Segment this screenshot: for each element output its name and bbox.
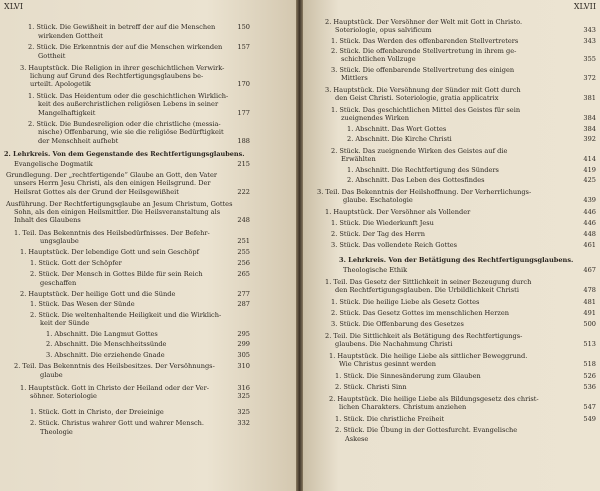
toc-entry: 1. Teil. Das Bekenntnis des Heilsbedürfnisses. Der Befehr- — [14, 229, 210, 237]
toc-entry: 2. Abschnitt. Das Leben des Gottesfindes — [347, 176, 485, 184]
toc-entry: geschaffen — [40, 279, 77, 287]
page-number: 299 — [237, 340, 250, 348]
toc-entry: 1. Stück. Das geschichtlichen Mittel des Geistes für sein — [331, 106, 521, 114]
toc-entry: 1. Hauptstück. Die heilige Liebe als sittlicher Beweggrund. — [329, 352, 528, 360]
toc-entry: 1. Abschnitt. Die Langmut Gottes — [46, 330, 158, 338]
page-number: 325 — [237, 408, 250, 416]
page-number: 384 — [583, 125, 596, 133]
toc-entry: 2. Abschnitt. Die Menschheitssünde — [46, 340, 167, 348]
toc-entry: 1. Stück. Die Sinnesänderung zum Glauben — [335, 372, 481, 380]
toc-entry: 2. Stück. Der Mensch in Gottes Bilde für sein Reich — [30, 270, 203, 278]
toc-entry: 2. Stück. Der Tag des Herrn — [331, 230, 426, 238]
toc-entry: keit des außerchristlichen religiösen Lebens in seiner — [38, 100, 219, 108]
toc-entry: 2. Stück. Das Gesetz Gottes im menschlichen Herzen — [331, 309, 509, 317]
page-number: 295 — [237, 330, 250, 338]
toc-entry: keit der Sünde — [40, 319, 90, 327]
toc-entry: 1. Abschnitt. Die Rechtfertigung des Sünders — [347, 166, 499, 174]
toc-entry: 1. Teil. Das Gesetz der Sittlichkeit in seiner Bezeugung durch — [325, 278, 532, 286]
page-number: 392 — [583, 135, 596, 143]
toc-entry: 1. Stück. Gott der Schöpfer — [30, 259, 122, 267]
page-number: 343 — [583, 37, 596, 45]
toc-entry: wirkenden Gottheit — [38, 32, 103, 40]
toc-entry: glaube — [40, 371, 63, 379]
page-number: 325 — [237, 392, 250, 400]
page-number: 343 — [583, 26, 596, 34]
toc-entry: 2. Stück. Die Bundesreligion oder die christliche (messia- — [28, 120, 221, 128]
page-number: 157 — [237, 43, 250, 51]
left-page-label: XLVI — [4, 2, 23, 11]
page-number: 332 — [237, 419, 250, 427]
toc-entry: 1. Hauptstück. Der Versöhner als Vollender — [325, 208, 471, 216]
toc-entry: glaube. Eschatologie — [343, 196, 413, 204]
page-number: 478 — [583, 286, 596, 294]
page-number: 372 — [583, 74, 596, 82]
page-number: 491 — [583, 309, 596, 317]
toc-entry: Gottheit — [38, 52, 66, 60]
page-number: 439 — [583, 196, 596, 204]
toc-entry: söhner. Soteriologie — [30, 392, 97, 400]
toc-entry: 1. Stück. Das Wesen der Sünde — [30, 300, 135, 308]
toc-entry: 1. Hauptstück. Gott in Christo der Heiland oder der Ver- — [20, 384, 209, 392]
page-number: 419 — [583, 166, 596, 174]
toc-entry: 2. Stück. Die offenbarende Stellvertretung in ihrem ge- — [331, 47, 517, 55]
toc-entry: 2. Stück. Christus wahrer Gott und wahrer Mensch. — [30, 419, 205, 427]
page-number: 500 — [583, 320, 596, 328]
toc-entry: 3. Lehrkreis. Von der Betätigung des Rechtfertigungsglaubens. — [339, 256, 574, 264]
toc-entry: 2. Hauptstück. Die heilige Liebe als Bildungsgesetz des christ- — [329, 395, 539, 403]
toc-entry: 2. Stück. Christi Sinn — [335, 383, 407, 391]
toc-entry: den Geist Christi. Soteriologie, gratia applicatrix — [335, 94, 499, 102]
toc-entry: 1. Stück. Die heilige Liebe als Gesetz Gottes — [331, 298, 480, 306]
page-number: 381 — [583, 94, 596, 102]
toc-entry: lichung auf Grund des Rechtfertigungsglaubens be- — [30, 72, 204, 80]
page-number: 425 — [583, 176, 596, 184]
page-number: 355 — [583, 55, 596, 63]
toc-entry: 2. Teil. Das Bekenntnis des Heilsbesitzes. Der Versöhnungs- — [14, 362, 215, 370]
toc-entry: Mangelhaftigkeit — [38, 109, 96, 117]
toc-entry: Wie Christus gesinnt werden — [339, 360, 437, 368]
toc-entry: Sohn, als den einigen Heilsmittler. Die Heilsveranstaltung als — [14, 208, 221, 216]
page-number: 481 — [583, 298, 596, 306]
toc-entry: 2. Stück. Die Übung in der Gottesfurcht. Evangelische — [335, 426, 518, 434]
toc-entry: zueignendes Wirken — [341, 114, 410, 122]
page-number: 255 — [237, 248, 250, 256]
toc-entry: 3. Abschnitt. Die erziehende Gnade — [46, 351, 165, 359]
page-number: 287 — [237, 300, 250, 308]
toc-entry: 3. Stück. Die Offenbarung des Gesetzes — [331, 320, 464, 328]
toc-entry: Theologische Ethik — [343, 266, 408, 274]
page-number: 310 — [237, 362, 250, 370]
page-number: 188 — [237, 137, 250, 145]
toc-entry: Heilsrat Gottes als der Grund der Heilsgewißheit — [14, 188, 179, 196]
toc-entry: Askese — [345, 435, 369, 443]
page-number: 277 — [237, 290, 250, 298]
toc-entry: 1. Hauptstück. Der lebendige Gott und sein Geschöpf — [20, 248, 200, 256]
page-number: 265 — [237, 270, 250, 278]
toc-entry: 3. Stück. Das vollendete Reich Gottes — [331, 241, 458, 249]
right-page-label: XLVII — [573, 2, 596, 11]
page-number: 536 — [583, 383, 596, 391]
page-number: 526 — [583, 372, 596, 380]
toc-entry: Ausführung. Der Rechtfertigungsglaube an Jesum Christum, Gottes — [6, 200, 233, 208]
toc-entry: 3. Hauptstück. Die Religion in ihrer geschichtlichen Verwirk- — [20, 64, 225, 72]
page-number: 316 — [237, 384, 250, 392]
page-number: 518 — [583, 360, 596, 368]
book-gutter — [296, 0, 303, 491]
toc-entry: 1. Abschnitt. Das Wort Gottes — [347, 125, 447, 133]
toc-entry: 2. Stück. Die weltenhaltende Heiligkeit und die Wirklich- — [30, 311, 222, 319]
toc-entry: Erwählten — [341, 155, 376, 163]
toc-entry: 2. Hauptstück. Der heilige Gott und die Sünde — [20, 290, 176, 298]
page-number: 177 — [237, 109, 250, 117]
toc-entry: urteilt. Apologetik — [30, 80, 91, 88]
page-number: 549 — [583, 415, 596, 423]
toc-entry: 1. Stück. Gott in Christo, der Dreieinige — [30, 408, 164, 416]
toc-entry: 1. Stück. Die christliche Freiheit — [335, 415, 445, 423]
left-page — [0, 0, 296, 491]
toc-entry: 3. Hauptstück. Die Versöhnung der Sünder mit Gott durch — [325, 86, 521, 94]
page-number: 215 — [237, 160, 250, 168]
page-number: 305 — [237, 351, 250, 359]
toc-entry: unsers Herrn Jesu Christi, als den einigen Heilsgrund. Der — [14, 179, 211, 187]
page-number: 248 — [237, 216, 250, 224]
page-number: 547 — [583, 403, 596, 411]
toc-entry: 2. Hauptstück. Der Versöhner der Welt mit Gott in Christo. — [325, 18, 523, 26]
toc-entry: 1. Stück. Das Heidentum oder die geschichtlichen Wirklich- — [28, 92, 229, 100]
right-page — [303, 0, 600, 491]
toc-entry: 1. Stück. Die Wiederkunft Jesu — [331, 219, 434, 227]
page-number: 251 — [237, 237, 250, 245]
page-number: 513 — [583, 340, 596, 348]
toc-entry: 2. Abschnitt. Die Kirche Christi — [347, 135, 452, 143]
page-number: 222 — [237, 188, 250, 196]
toc-entry: Soteriologie, opus salvificum — [335, 26, 432, 34]
toc-entry: ungsglaube — [40, 237, 79, 245]
toc-entry: Theologie — [40, 428, 73, 436]
toc-entry: 2. Stück. Das zueignende Wirken des Geistes auf die — [331, 147, 508, 155]
page-number: 446 — [583, 208, 596, 216]
toc-entry: Mittlers — [341, 74, 368, 82]
page-number: 384 — [583, 114, 596, 122]
toc-entry: 1. Stück. Das Werden des offenbarenden Stellvertreters — [331, 37, 519, 45]
page-number: 461 — [583, 241, 596, 249]
toc-entry: 2. Lehrkreis. Von dem Gegenstande des Rechtfertigungsglaubens. — [4, 150, 245, 158]
toc-entry: Inhalt des Glaubens — [14, 216, 81, 224]
toc-entry: 3. Stück. Die offenbarende Stellvertretung des einigen — [331, 66, 515, 74]
page-number: 467 — [583, 266, 596, 274]
toc-entry: schichtlichen Vollzuge — [341, 55, 416, 63]
page-number: 414 — [583, 155, 596, 163]
toc-entry: Evangelische Dogmatik — [14, 160, 93, 168]
page-number: 256 — [237, 259, 250, 267]
page-number: 448 — [583, 230, 596, 238]
page-number: 170 — [237, 80, 250, 88]
toc-entry: nische) Offenbarung, wie sie die religiöse Bedürftigkeit — [38, 128, 224, 136]
toc-entry: 2. Teil. Die Sittlichkeit als Betätigung des Rechtfertigungs- — [325, 332, 523, 340]
toc-entry: lichen Charakters. Christum anziehen — [339, 403, 467, 411]
toc-entry: den Rechtfertigungsglauben. Die Urbildlichkeit Christi — [335, 286, 519, 294]
page-number: 446 — [583, 219, 596, 227]
toc-entry: 3. Teil. Das Bekenntnis der Heilshoffnung. Der Verherrlichungs- — [317, 188, 532, 196]
toc-entry: 2. Stück. Die Erkenntnis der auf die Menschen wirkenden — [28, 43, 223, 51]
page-number: 150 — [237, 23, 250, 31]
toc-entry: 1. Stück. Die Gewißheit in betreff der auf die Menschen — [28, 23, 216, 31]
toc-entry: der Menschheit aufhebt — [38, 137, 119, 145]
toc-entry: Grundlegung. Der „rechtfertigende“ Glaube an Gott, den Vater — [6, 171, 218, 179]
toc-entry: glaubens. Die Nachahmung Christi — [335, 340, 453, 348]
